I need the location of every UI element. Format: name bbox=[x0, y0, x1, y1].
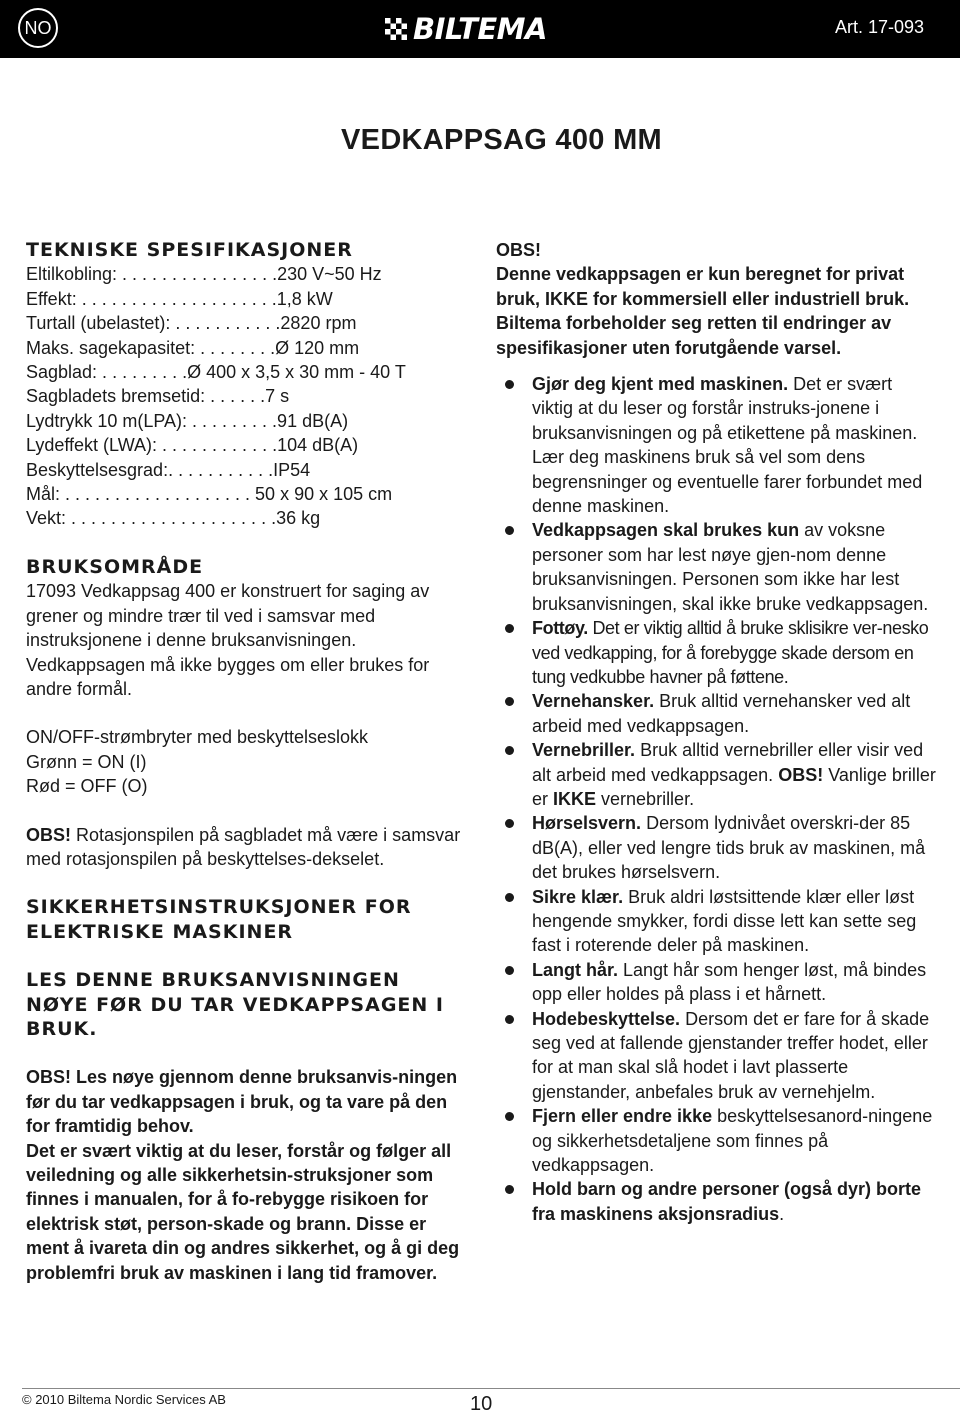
brand-name: BILTEMA bbox=[413, 12, 547, 46]
document-title: VEDKAPPSAG 400 MM bbox=[341, 124, 662, 156]
rotation-note bbox=[26, 823, 466, 872]
spec-line: Sagbladets bremsetid: . . . . . .7 s bbox=[26, 386, 290, 407]
checkered-flag-icon bbox=[385, 18, 407, 40]
spec-line: Mål: . . . . . . . . . . . . . . . . . . . 50 x 90 x 105 cm bbox=[26, 484, 393, 505]
switch-line: Grønn = ON (I) bbox=[26, 751, 147, 772]
switch-line: ON/OFF-strømbryter med beskyttelseslokk bbox=[26, 727, 369, 748]
brand-logo bbox=[385, 14, 547, 44]
switch-line: Rød = OFF (O) bbox=[26, 776, 148, 797]
spec-line: Lydtrykk 10 m(LPA): . . . . . . . . .91 dB(A) bbox=[26, 410, 349, 431]
list-item: Hold barn og andre personer (også dyr) borte fra maskinens aksjonsradius. bbox=[496, 1177, 936, 1226]
important-paragraph: Det er svært viktig at du leser, forstår og følger all veiledning og alle sikkerhetsin-struksjoner som finnes i manualen, for å fo-rebygge risikoen for elektrisk støt, person-skade og brann. Disse er ment å ivareta din og andres sikkerhet, og å gi deg problemfri bruk av maskinen i lang tid framover. bbox=[26, 1140, 460, 1283]
spec-line: Turtall (ubelastet): . . . . . . . . . . .2820 rpm bbox=[26, 313, 357, 334]
page-header bbox=[0, 0, 960, 58]
reserve-note: Biltema forbeholder seg retten til endringer av spesifikasjoner uten forutgående varsel. bbox=[496, 313, 892, 358]
safety-subheading: LES DENNE BRUKSANVISNINGEN NØYE FØR DU TAR VEDKAPPSAGEN I BRUK. bbox=[26, 969, 444, 1040]
right-column bbox=[496, 238, 936, 1226]
specs-list bbox=[26, 262, 466, 530]
rotation-note-text: Rotasjonspilen på sagbladet må være i samsvar med rotasjonspilen på beskyttelses-dekselet. bbox=[26, 824, 461, 869]
private-use-note: Denne vedkappsagen er kun beregnet for privat bruk, IKKE for kommersiell eller industriell bruk. bbox=[496, 264, 910, 309]
left-column bbox=[26, 238, 466, 1285]
list-item: Sikre klær. Bruk aldri løstsittende klær eller løst hengende smykker, fordi disse lett kan sette seg fast i roterende deler på maskinen. bbox=[496, 885, 936, 958]
obs-label: OBS! bbox=[26, 824, 71, 845]
list-item: Vedkappsagen skal brukes kun av voksne personer som har lest nøye gjen-nom denne bruksanvisningen. Personen som ikke har lest bruksanvisningen, skal ikke bruke vedkappsagen. bbox=[496, 518, 936, 616]
spec-line: Effekt: . . . . . . . . . . . . . . . . . . . .1,8 kW bbox=[26, 288, 333, 309]
safety-list bbox=[496, 372, 936, 1226]
spec-line: Sagblad: . . . . . . . . .Ø 400 x 3,5 x 30 mm - 40 T bbox=[26, 362, 406, 383]
list-item: Vernebriller. Bruk alltid vernebriller eller visir ved alt arbeid med vedkappsagen. OBS! Vanlige briller er IKKE vernebriller. bbox=[496, 738, 936, 811]
copyright: © 2010 Biltema Nordic Services AB bbox=[22, 1392, 226, 1407]
list-item: Fottøy. Det er viktig alltid å bruke sklisikre ver-nesko ved vedkapping, for å forebygge skade dersom en tung vedkubbe havner på føttene. bbox=[496, 616, 936, 689]
usage-heading: BRUKSOMRÅDE bbox=[26, 555, 204, 578]
read-manual-paragraph: OBS! Les nøye gjennom denne bruksanvis-ningen før du tar vedkappsagen i bruk, og ta vare på den for framtidig behov. bbox=[26, 1067, 458, 1137]
spec-line: Vekt: . . . . . . . . . . . . . . . . . . . . .36 kg bbox=[26, 508, 321, 529]
language-badge: NO bbox=[18, 8, 58, 48]
spec-line: Maks. sagekapasitet: . . . . . . . .Ø 120 mm bbox=[26, 337, 360, 358]
list-item: Hodebeskyttelse. Dersom det er fare for å skade seg ved at fallende gjenstander treffer hodet, eller for at man skal slå hodet i lavt plasserte gjenstander, anbefales bruk av vernehjelm. bbox=[496, 1007, 936, 1105]
page-number: 10 bbox=[470, 1393, 493, 1415]
list-item: Hørselsvern. Dersom lydnivået overskri-der 85 dB(A), eller ved lengre tids bruk av maskinen, må det brukes hørselsvern. bbox=[496, 811, 936, 884]
safety-heading: SIKKERHETSINSTRUKSJONER FOR ELEKTRISKE MASKINER bbox=[26, 896, 412, 943]
list-item: Fjern eller endre ikke beskyttelsesanord-ningene og sikkerhetsdetaljene som finnes på vedkappsagen. bbox=[496, 1104, 936, 1177]
usage-text: 17093 Vedkappsag 400 er konstruert for saging av grener og mindre trær til ved i samsvar med instruksjonene i denne bruksanvisningen. Vedkappsagen må ikke bygges om eller brukes for andre formål. bbox=[26, 581, 430, 699]
spec-line: Beskyttelsesgrad:. . . . . . . . . . .IP54 bbox=[26, 459, 311, 480]
spec-line: Lydeffekt (LWA): . . . . . . . . . . . .104 dB(A) bbox=[26, 435, 359, 456]
list-item: Vernehansker. Bruk alltid vernehansker ved alt arbeid med vedkappsagen. bbox=[496, 689, 936, 738]
spec-line: Eltilkobling: . . . . . . . . . . . . . . . .230 V~50 Hz bbox=[26, 264, 382, 285]
list-item: Langt hår. Langt hår som henger løst, må bindes opp eller holdes på plass i et hårnett. bbox=[496, 958, 936, 1007]
obs-label-right: OBS! bbox=[496, 240, 541, 260]
list-item: Gjør deg kjent med maskinen. Det er svært viktig at du leser og forstår instruks-jonene i bruksanvisningen og på etikettene på maskinen. Lær deg maskinens bruk så vel som dens begrensninger og eventuelle farer forbundet med denne maskinen. bbox=[496, 372, 936, 518]
specs-heading: TEKNISKE SPESIFIKASJONER bbox=[26, 239, 353, 261]
footer-divider bbox=[22, 1388, 960, 1389]
article-number: Art. 17-093 bbox=[834, 17, 924, 37]
